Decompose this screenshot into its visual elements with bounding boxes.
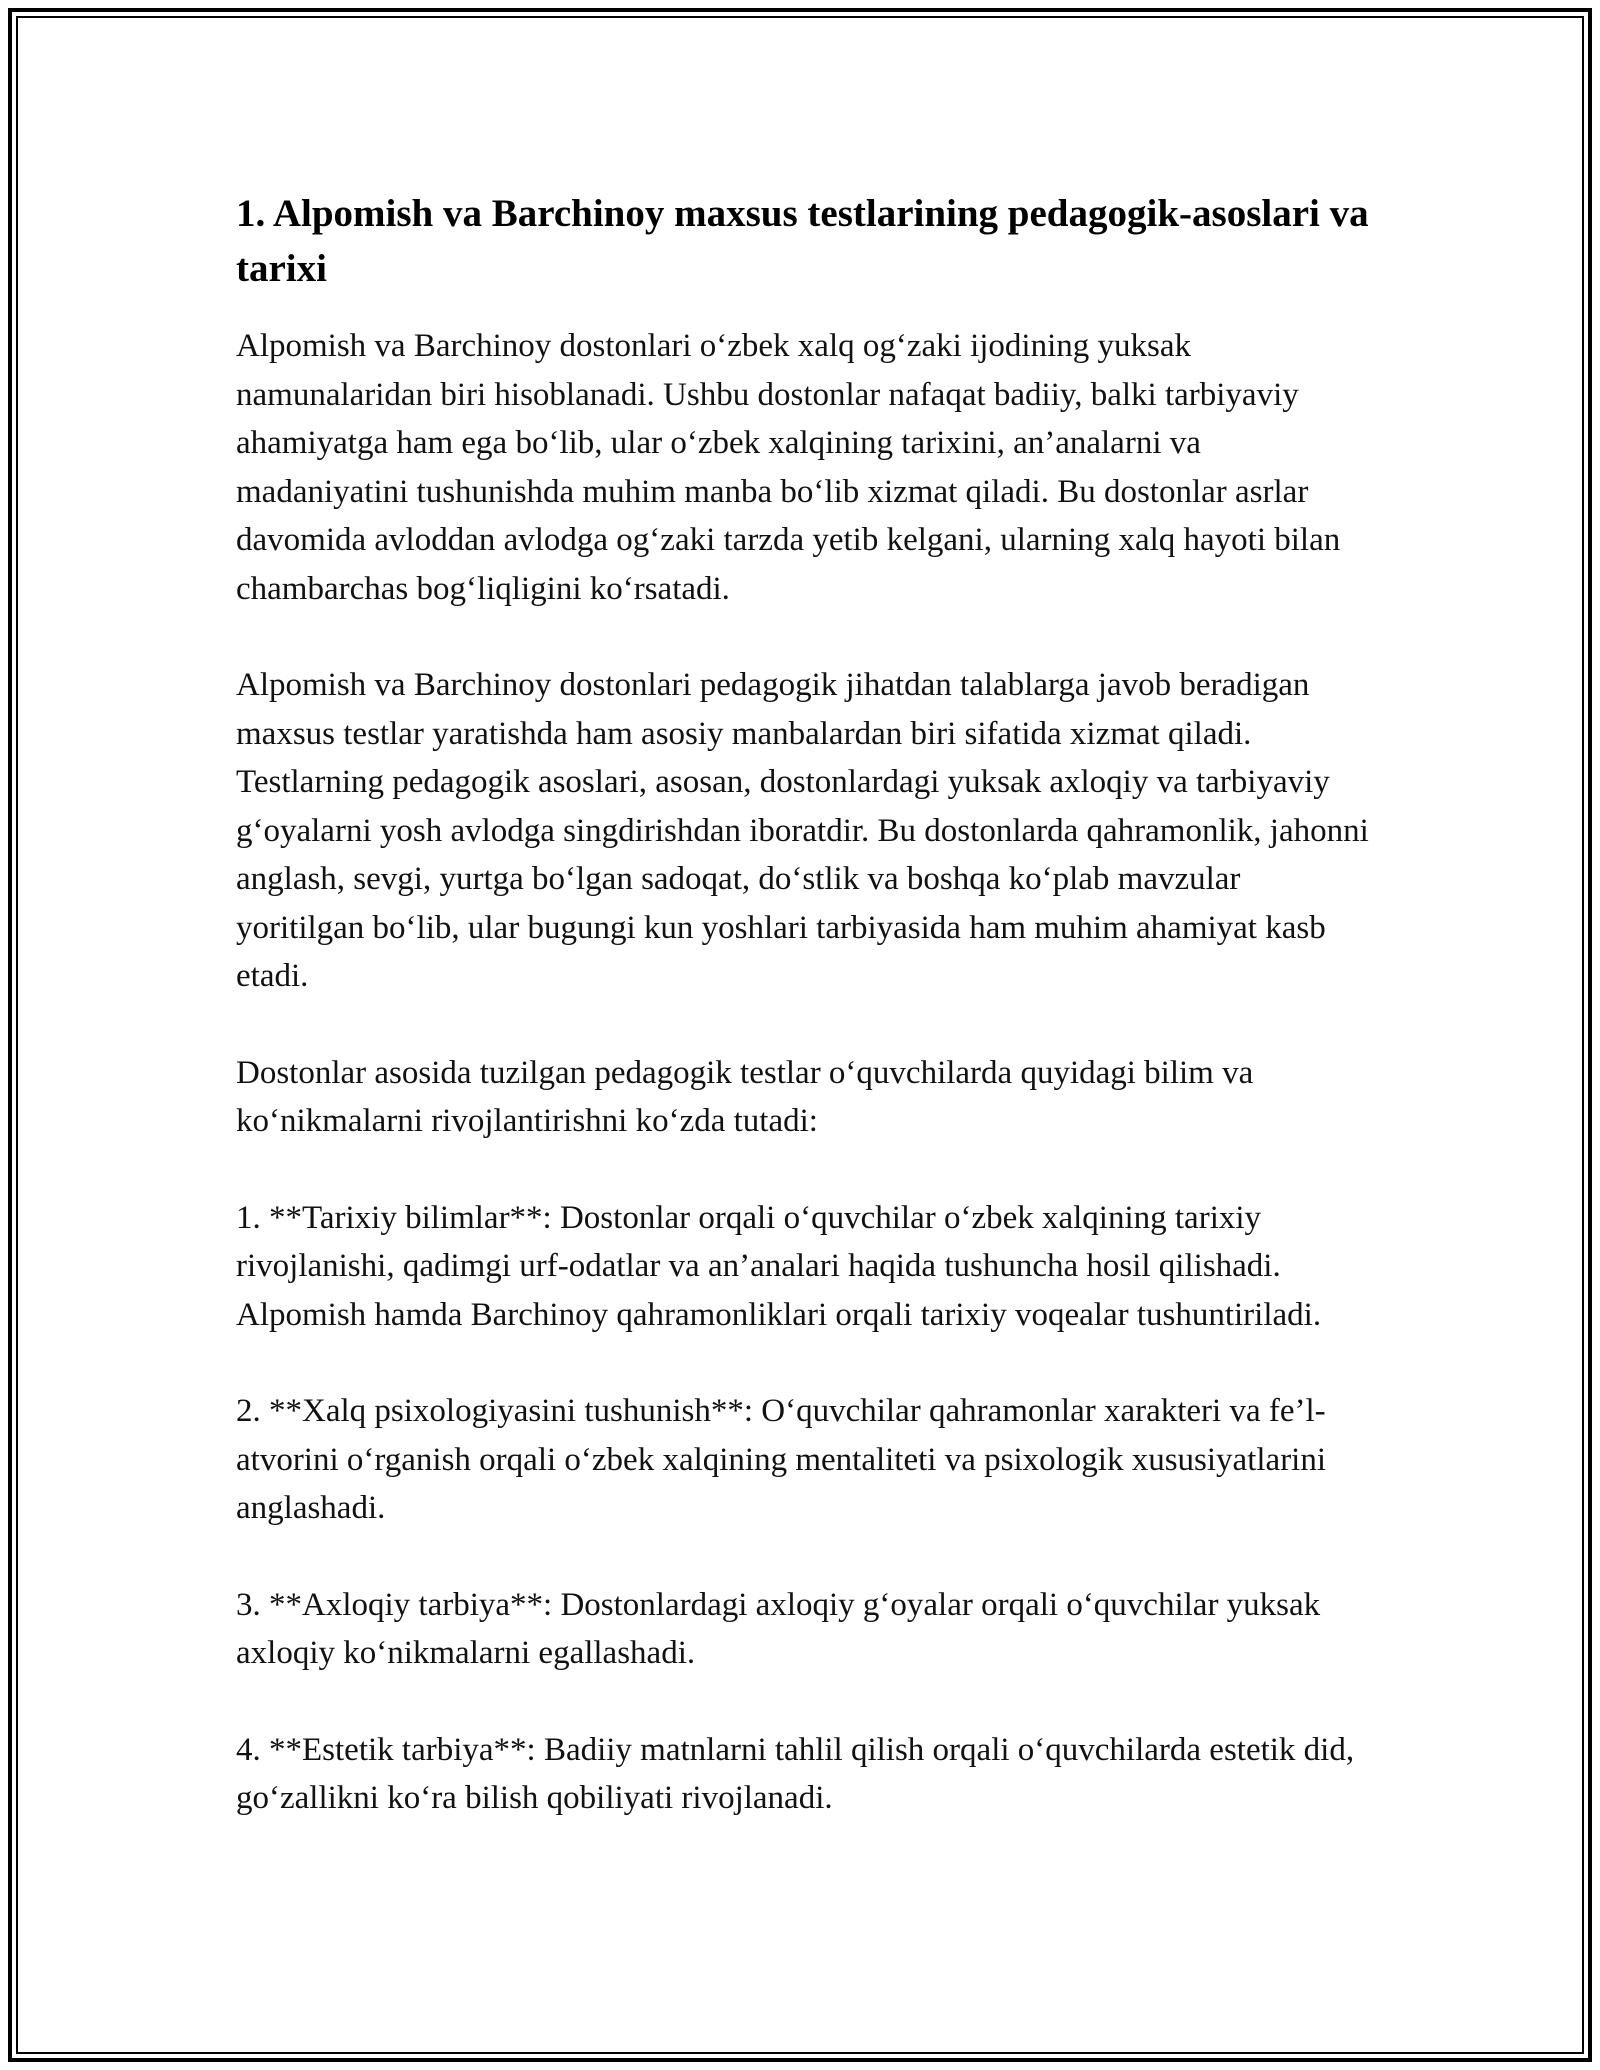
skills-intro-paragraph: Dostonlar asosida tuzilgan pedagogik testlar o‘quvchilarda quyidagi bilim va ko‘nikmalarni rivojlantirishni ko‘zda tutadi:: [236, 1054, 1254, 1139]
list-item-folk-psychology: 2. **Xalq psixologiyasini tushunish**: O‘quvchilar qahramonlar xarakteri va fe’l-atvorini o‘rganish orqali o‘zbek xalqining mentaliteti va psixologik xususiyatlarini anglashadi.: [236, 1393, 1327, 1526]
list-item-aesthetic-education: 4. **Estetik tarbiya**: Badiiy matnlarni tahlil qilish orqali o‘quvchilarda estetik did, go‘zallikni ko‘ra bilish qobiliyati rivojlanadi.: [236, 1731, 1355, 1816]
spacer: [236, 1146, 1376, 1194]
spacer: [236, 613, 1376, 661]
list-item-moral-education: 3. **Axloqiy tarbiya**: Dostonlardagi axloqiy g‘oyalar orqali o‘quvchilar yuksak axloqiy ko‘nikmalarni egallashadi.: [236, 1586, 1321, 1671]
pedagogy-paragraph: Alpomish va Barchinoy dostonlari pedagogik jihatdan talablarga javob beradigan maxsus testlar yaratishda ham asosiy manbalardan biri sifatida xizmat qiladi. Testlarning pedagogik asoslari, asosan, dostonlardagi yuksak axloqiy va tarbiyaviy g‘oyalarni yosh avlodga singdirishdan iboratdir. Bu dostonlarda qahramonlik, jahonni anglash, sevgi, yurtga bo‘lgan sadoqat, do‘stlik va boshqa ko‘plab mavzular yoritilgan bo‘lib, ular bugungi kun yoshlari tarbiyasida ham muhim ahamiyat kasb etadi.: [236, 667, 1369, 994]
spacer: [236, 1533, 1376, 1581]
document-body: [236, 186, 1376, 1823]
spacer: [236, 1339, 1376, 1387]
spacer: [236, 1678, 1376, 1726]
intro-paragraph: Alpomish va Barchinoy dostonlari o‘zbek xalq og‘zaki ijodining yuksak namunalaridan biri hisoblanadi. Ushbu dostonlar nafaqat badiiy, balki tarbiyaviy ahamiyatga ham ega bo‘lib, ular o‘zbek xalqining tarixini, an’analarni va madaniyatini tushunishda muhim manba bo‘lib xizmat qiladi. Bu dostonlar asrlar davomida avloddan avlodga og‘zaki tarzda yetib kelgani, ularning xalq hayoti bilan chambarchas bog‘liqligini ko‘rsatadi.: [236, 328, 1341, 607]
list-item-historical-knowledge: 1. **Tarixiy bilimlar**: Dostonlar orqali o‘quvchilar o‘zbek xalqining tarixiy rivojlanishi, qadimgi urf-odatlar va an’analari haqida tushuncha hosil qilishadi. Alpomish hamda Barchinoy qahramonliklari orqali tarixiy voqealar tushuntiriladi.: [236, 1199, 1322, 1333]
spacer: [236, 296, 1376, 322]
document-title: 1. Alpomish va Barchinoy maxsus testlarining pedagogik-asoslari va tarixi: [236, 192, 1369, 290]
spacer: [236, 1001, 1376, 1049]
